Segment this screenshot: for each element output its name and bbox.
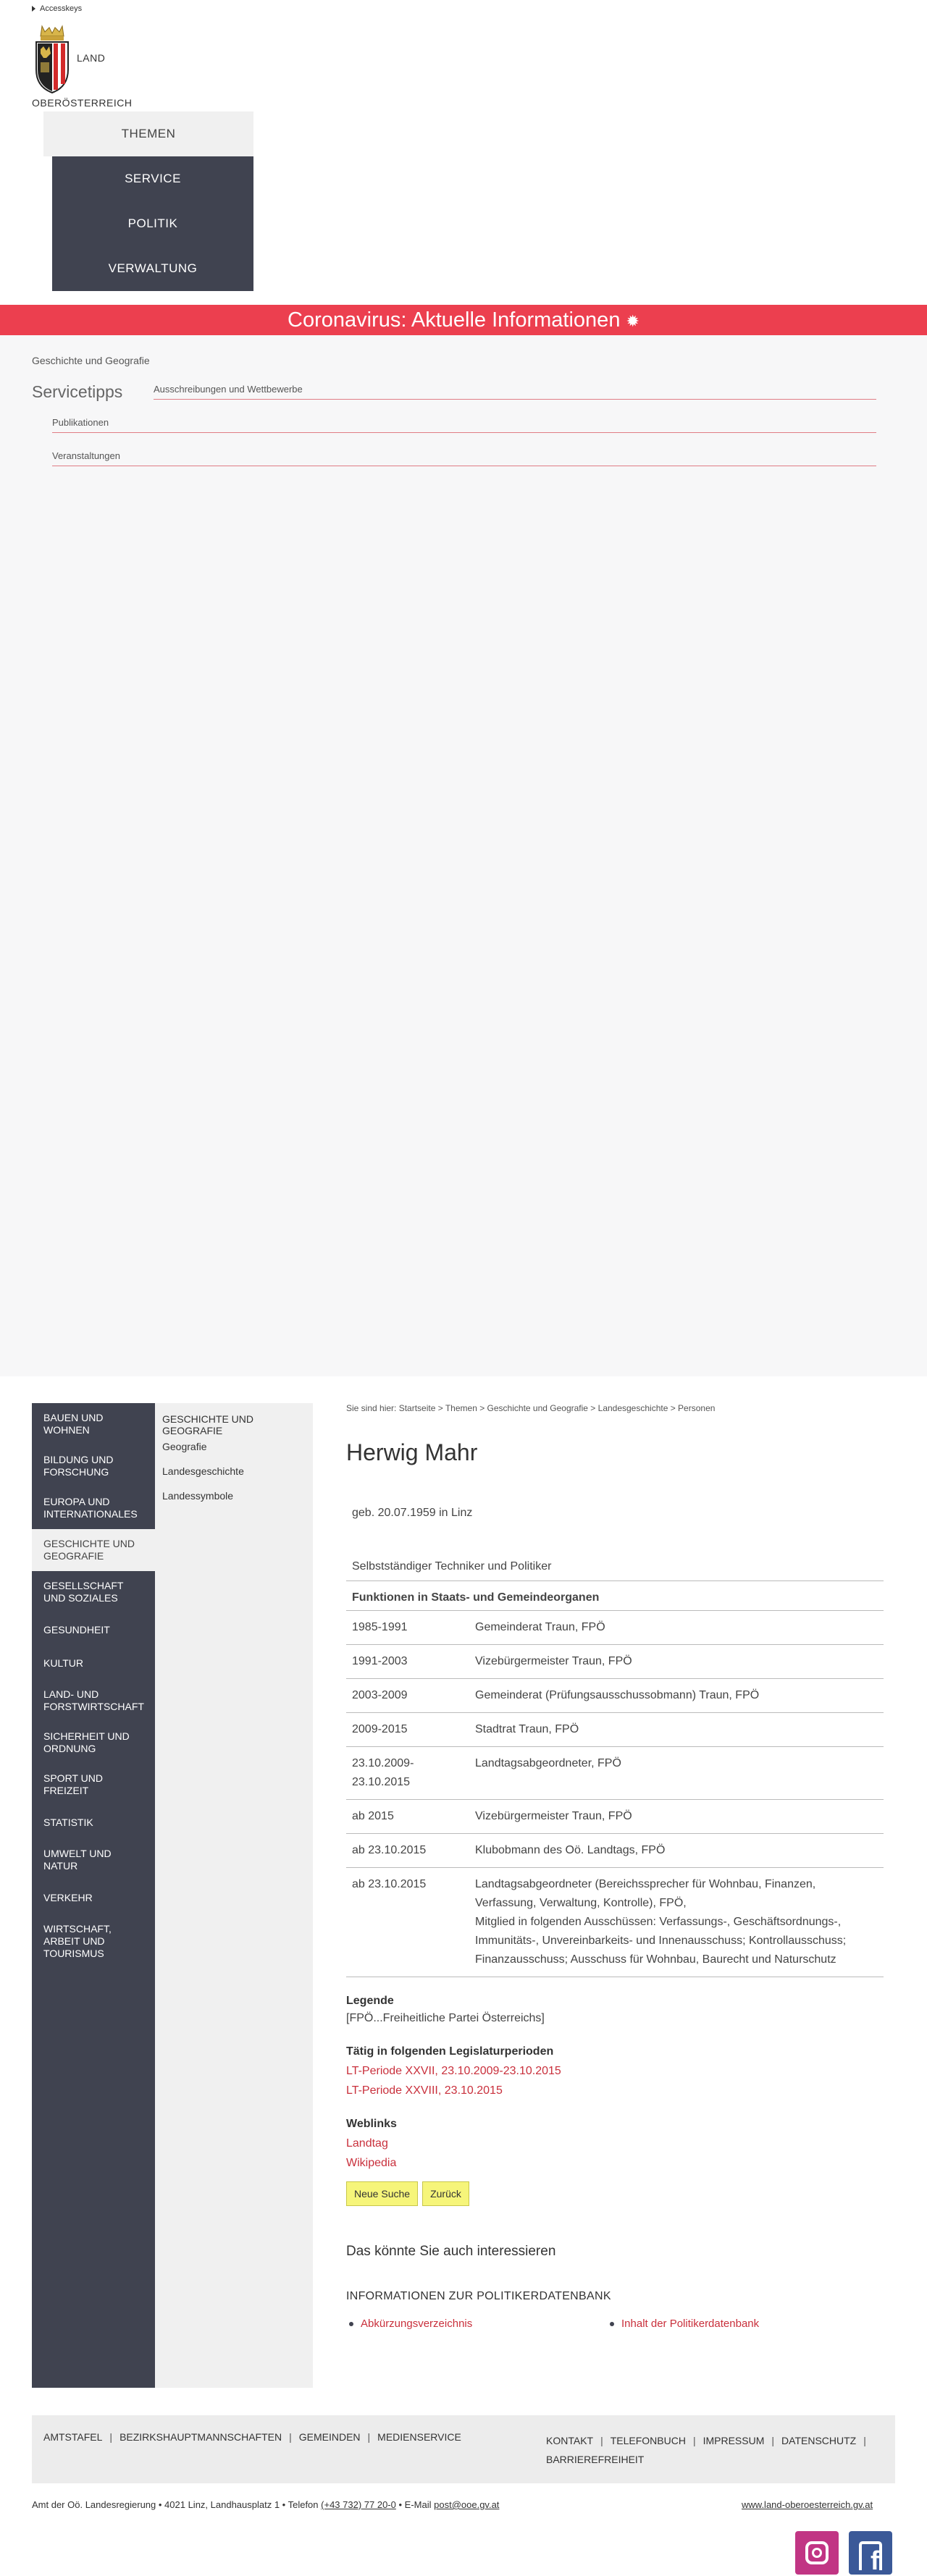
sidebar-item-wirtschaft[interactable]: WIRTSCHAFT, ARBEIT UND TOURISMUS [43,1923,112,1959]
footer-separator: | [289,2431,292,2443]
sidebar-item-statistik[interactable]: STATISTIK [43,1816,93,1828]
footer-separator: | [109,2431,113,2443]
coat-of-arms-icon [32,25,72,96]
function-period: 23.10.2009- 23.10.2015 [346,1747,469,1800]
triangle-right-icon [32,6,35,12]
nav-service[interactable]: SERVICE [125,172,181,185]
dropdown-link-ausschreibungen[interactable]: Ausschreibungen und Wettbewerbe [154,384,876,400]
virus-icon: ✹ [626,312,639,330]
subnav-link-landesgeschichte[interactable]: Landesgeschichte [162,1465,244,1477]
function-description: Landtagsabgeordneter, FPÖ [469,1747,884,1800]
footer-links [32,2415,895,2483]
main-navigation [43,111,253,291]
logo-land-text: LAND [77,52,106,64]
footer-link-gemeinden[interactable]: GEMEINDEN [298,2431,361,2443]
info-link-abkuerzungen-label: Abkürzungsverzeichnis [361,2318,473,2330]
email-link[interactable]: post@ooe.gv.at [434,2499,500,2510]
period-link-xxvii[interactable]: LT-Periode XXVII, 23.10.2009-23.10.2015 [346,2065,561,2077]
table-row [346,1645,884,1679]
sub-navigation [155,1403,313,2388]
table-row [346,1611,884,1645]
function-period: ab 23.10.2015 [346,1834,469,1868]
related-heading: Das könnte Sie auch interessieren [346,2244,556,2259]
phone-link[interactable]: (+43 732) 77 20-0 [321,2499,396,2510]
dropdown-link-veranstaltungen[interactable]: Veranstaltungen [52,450,876,466]
footer-link-amtstafel[interactable]: AMTSTAFEL [43,2431,103,2443]
address-text: Amt der Oö. Landesregierung • 4021 Linz, Landhausplatz 1 • Telefon [32,2499,319,2510]
info-heading: INFORMATIONEN ZUR POLITIKERDATENBANK [346,2290,611,2302]
dropdown-geschichte-link[interactable]: Geschichte und Geografie [32,355,150,366]
subnav-link-geografie[interactable]: Geografie [162,1441,207,1452]
dropdown-link-publikationen[interactable]: Publikationen [52,417,876,433]
function-period: ab 23.10.2015 [346,1868,469,1977]
footer-link-kontakt[interactable]: KONTAKT [546,2435,594,2446]
footer-link-telefonbuch[interactable]: TELEFONBUCH [610,2435,686,2446]
birth-info: geb. 20.07.1959 in Linz [352,1507,473,1519]
sidebar-item-sport[interactable]: SPORT UND FREIZEIT [43,1772,103,1796]
footer-link-barrierefreiheit[interactable]: BARRIEREFREIHEIT [546,2454,645,2465]
nav-themen[interactable]: THEMEN [43,111,253,156]
footer-link-bh[interactable]: BEZIRKSHAUPTMANNSCHAFTEN [119,2431,282,2443]
sidebar-item-bauen[interactable]: BAUEN UND WOHNEN [43,1412,104,1436]
email-prefix: • E-Mail [398,2499,432,2510]
legend-heading: Legende [346,1995,394,2007]
facebook-icon[interactable]: f [849,2531,892,2551]
function-period: 2003-2009 [346,1679,469,1713]
footer-separator: | [863,2435,866,2446]
info-link-inhalt-label: Inhalt der Politikerdatenbank [621,2318,760,2330]
period-link-xxviii[interactable]: LT-Periode XXVIII, 23.10.2015 [346,2084,503,2097]
corona-banner[interactable] [0,305,927,335]
table-row [346,1868,884,1977]
main-content [346,1403,884,2330]
bullet-icon [349,2322,353,2326]
function-description: Klubobmann des Oö. Landtags, FPÖ [469,1834,884,1868]
sidebar-item-land-forst[interactable]: LAND- UND FORSTWIRTSCHAFT [43,1688,144,1712]
function-period: 2009-2015 [346,1713,469,1747]
accesskeys-toggle[interactable] [32,4,82,13]
functions-table [346,1581,884,1977]
nav-dark-block [52,156,253,291]
footer-separator: | [692,2435,696,2446]
new-search-button[interactable]: Neue Suche [346,2181,418,2206]
function-period: 1985-1991 [346,1611,469,1645]
corona-banner-text: Coronavirus: Aktuelle Informationen [288,308,621,332]
breadcrumb[interactable]: Sie sind hier: Startseite > Themen > Geschichte und Geografie > Landesgeschichte > Personen [346,1403,716,1413]
table-row [346,1747,884,1800]
themen-dropdown-panel [0,335,927,1376]
sidebar-item-geschichte[interactable]: GESCHICHTE UND GEOGRAFIE [32,1529,155,1571]
bullet-icon [610,2322,614,2326]
function-period: 1991-2003 [346,1645,469,1679]
footer-link-datenschutz[interactable]: DATENSCHUTZ [781,2435,857,2446]
function-period: ab 2015 [346,1800,469,1834]
nav-verwaltung[interactable]: VERWALTUNG [108,261,198,275]
footer-address [32,2499,499,2510]
site-logo[interactable] [32,25,148,111]
function-description: Vizebürgermeister Traun, FPÖ [469,1645,884,1679]
topic-sidebar [32,1403,155,2388]
footer-link-medienservice[interactable]: MEDIENSERVICE [377,2431,461,2443]
function-description: Stadtrat Traun, FPÖ [469,1713,884,1747]
back-button[interactable]: Zurück [422,2181,469,2206]
weblink-landtag[interactable]: Landtag [346,2137,388,2150]
nav-politik[interactable]: POLITIK [127,216,178,230]
functions-table-heading: Funktionen in Staats- und Gemeindeorganen [346,1581,884,1611]
weblink-wikipedia[interactable]: Wikipedia [346,2157,397,2169]
sidebar-item-kultur[interactable]: KULTUR [43,1657,83,1669]
logo-region-text: OBERÖSTERREICH [32,97,133,109]
weblinks-heading: Weblinks [346,2118,397,2130]
table-row [346,1679,884,1713]
periods-heading: Tätig in folgenden Legislaturperioden [346,2045,554,2058]
instagram-icon[interactable] [795,2531,839,2551]
sidebar-item-gesellschaft[interactable]: GESELLSCHAFT UND SOZIALES [43,1580,124,1604]
sidebar-item-umwelt[interactable]: UMWELT UND NATUR [43,1848,112,1872]
function-description: Vizebürgermeister Traun, FPÖ [469,1800,884,1834]
sidebar-item-europa[interactable]: EUROPA UND INTERNATIONALES [43,1496,138,1520]
footer-separator: | [771,2435,775,2446]
footer-link-impressum[interactable]: IMPRESSUM [702,2435,765,2446]
subnav-heading[interactable]: GESCHICHTE UND GEOGRAFIE [162,1413,254,1436]
legend-text: [FPÖ...Freiheitliche Partei Österreichs] [346,2012,545,2024]
footer-separator: | [600,2435,603,2446]
table-row [346,1713,884,1747]
function-description: Gemeinderat (Prüfungsausschussobmann) Traun, FPÖ [469,1679,884,1713]
info-link-inhalt[interactable] [607,2318,868,2330]
function-description: Gemeinderat Traun, FPÖ [469,1611,884,1645]
dropdown-servicetipps-heading: Servicetipps [32,382,123,401]
sidebar-item-gesundheit[interactable]: GESUNDHEIT [43,1623,110,1636]
table-row [346,1834,884,1868]
info-link-abkuerzungen[interactable] [346,2318,607,2330]
accesskeys-label: Accesskeys [40,4,83,13]
page-title: Herwig Mahr [346,1439,478,1465]
sidebar-item-sicherheit[interactable]: SICHERHEIT UND ORDNUNG [43,1730,130,1754]
table-row [346,1800,884,1834]
sidebar-item-verkehr[interactable]: VERKEHR [43,1891,93,1903]
function-description: Landtagsabgeordneter (Bereichssprecher für Wohnbau, Finanzen, Verfassung, Verwaltung, Kontrolle), FPÖ, Mitglied in folgenden Ausschüssen: Verfassungs-, Geschäftsordnungs-, Immunitäts-, Unvereinbarkeits- und Innenausschuss; Kontrollausschuss; Finanzausschuss; Ausschuss für Wohnbau, Baurecht und Naturschutz [469,1868,884,1977]
subnav-link-landessymbole[interactable]: Landessymbole [162,1490,234,1502]
footer-separator: | [367,2431,371,2443]
site-url-link[interactable]: www.land-oberoesterreich.gv.at [742,2499,873,2510]
profession-info: Selbstständiger Techniker und Politiker [346,1560,884,1581]
sidebar-item-bildung[interactable]: BILDUNG UND FORSCHUNG [43,1454,114,1478]
